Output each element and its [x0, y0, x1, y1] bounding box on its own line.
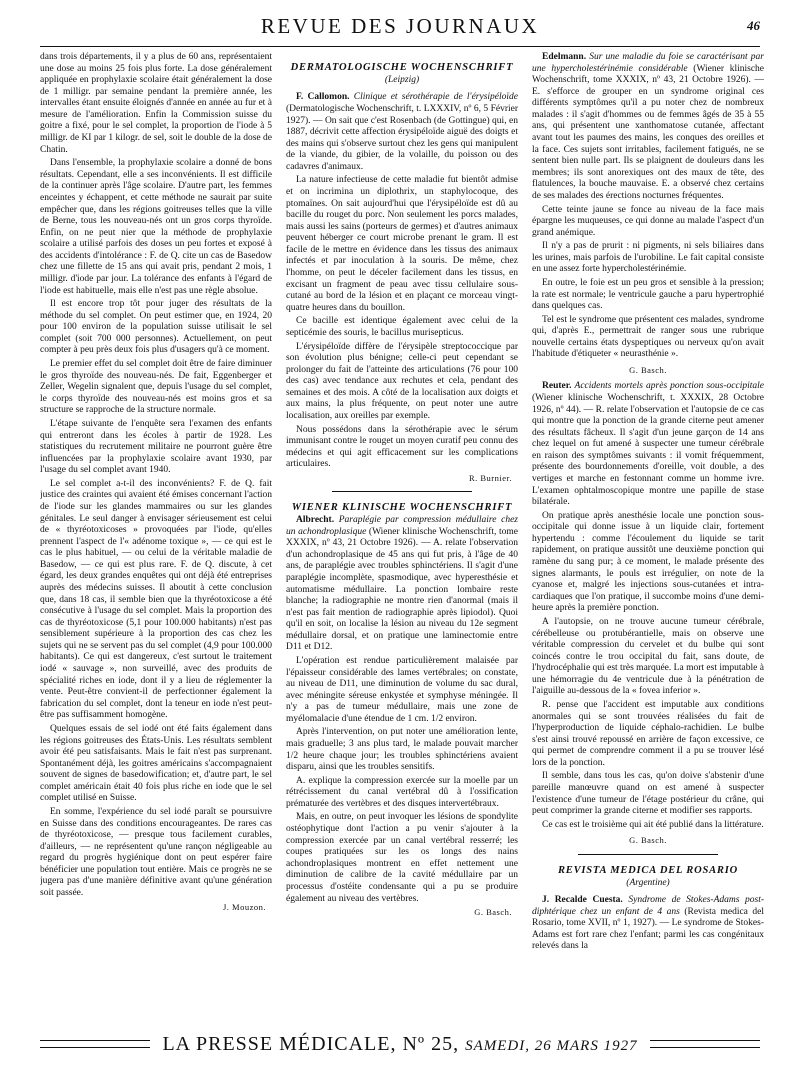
page-number: 46 — [747, 18, 760, 33]
paragraph: Tel est le syndrome que présentent ces malades, syndrome qui, d'après E., permettrait de ranger sous une rubrique nouvelle certains états dyspeptiques ou nerveux qu'on avait l'habitude d'étiqueter « neurasthénie ». — [532, 314, 764, 360]
paragraph: Ce bacille est identique également avec celui de la septicémie des souris, le bacillus murisepticus. — [286, 316, 518, 338]
article-reference: (Wiener klinische Wochenschrift, tome XXXIX, nº 43, 21 Octobre 1926). — E. s'efforce de grouper en un syndrome original ces différents symptômes qu'il a pu noter chez de nombreux malades : il s'agit d'hommes ou de femmes âgés de 35 à 55 ans, qui présentent une xanthomatose cutanée, affectant avant tout les paumes des mains, les conques des oreilles et la face. Ces sujets sont irritables, facilement fatigués, ne se sentent bien nulle part. Ils se plaignent de douleurs dans les membres; ils sont anorexiques ont des maux de tête, des flatulences, la bouche mauvaise. E. a observé chez certains de ses malades des érections nocturnes fréquentes. — [532, 63, 764, 201]
journal-section-title: REVUE DES JOURNAUX — [260, 14, 540, 38]
author-signature: R. Burnier. — [468, 472, 512, 483]
article-title: Sur une maladie du foie se caractérisant par une hypercholestérinémie considérable — [532, 52, 764, 74]
article-columns — [40, 52, 764, 1024]
paragraph: R. pense que l'accident est imputable aux conditions anormales qui se sont trouvées réalisées du fait de l'hyperproduction de liquide céphalo-rachidien. Le bulbe s'est ainsi trouvé repoussé en arrière de façon excessive, ce qui permet de comprendre comment il a pu se trouver lésé lors de la ponction. — [532, 700, 764, 768]
author-signature: J. Mouzon. — [222, 901, 266, 912]
paragraph: La nature infectieuse de cette maladie fut bientôt admise et on incrimina un diplothrix, un staphylocoque, des ptomaïnes. On sait aujourd'hui que l'érysipéloïde est dû au bacille du rouget du porc. Non seulement les porcs malades, mais aussi les sains (porteurs de germes) et d'autres animaux peuvent héberger ce court microbe prenant le gram. Il est facile de le mettre en évidence dans les tissus des animaux infectés et par inoculation à la souris. De même, chez l'homme, on peut le déceler facilement dans les tissus, en excisant un fragment de peau avec tissu cellulaire sous-cutané au bord de la lésion et en plaçant ce morceau vingt-quatre heures dans du bouillon. — [286, 175, 518, 313]
article-abstract — [532, 895, 764, 953]
footer-rule-right — [650, 1040, 760, 1048]
column-3 — [532, 52, 764, 1024]
article-abstract — [286, 92, 518, 173]
article-abstract — [532, 52, 764, 203]
article-abstract — [286, 515, 518, 654]
article-reference: (Wiener klinische Wochenschrift, t. XXXIX, 28 Octobre 1926, nº 44). — R. relate l'observation et l'autopsie de ce cas qui montre que la ponction de la grande citerne peut amener des résultats fâcheux. Il s'agit d'un jeune garçon de 14 ans chez lequel on fut amené à suspecter une tumeur cérébrale en raison des symptômes suivants : il vomit fréquemment, présente des bourdonnements d'oreille, voit double, a des vertiges et marche en festonnant comme un homme ivre. L'examen ophtalmoscopique montre une papille de stase bilatérale. — [532, 392, 764, 508]
article-author: Reuter. — [542, 381, 572, 392]
paragraph: Le premier effet du sel complet doit être de faire diminuer le gros thyroïde des nouveau-nés. De fait, Eggenberger et Zeller, Wegelin signalent que, depuis l'usage du sel complet, le corps thyroïde des nouveau-nés est moins gros et sa structure se rapproche de la structure normale. — [40, 359, 272, 416]
article-title: Clinique et sérothérapie de l'érysipéloïde — [353, 92, 518, 103]
author-signature: G. Basch. — [474, 907, 512, 918]
paragraph: En somme, l'expérience du sel iodé paraît se poursuivre en Suisse dans des conditions encourageantes. De rares cas de thyréotoxicose, — presque tous facilement curables, d'ailleurs, — ne représentent qu'une rançon négligeable au regard du progrès hygiénique dont on peut espérer faire bénéficier une population tout entière. Mais ce progrès ne se jugera pas d'une manière définitive avant qu'une génération soit passée. — [40, 807, 272, 899]
paragraph: L'érysipéloïde diffère de l'érysipèle streptococcique par son évolution plus bénigne; celle-ci peut cependant se prolonger du fait de l'atteinte des articulations (76 pour 100 des cas) avec tendance aux rechutes et cela, pendant des semaines et des mois. A côté de la localisation aux doigts et aux mains, la plus fréquente, on peut noter une autre localisation, aux oreilles par exemple. — [286, 341, 518, 421]
paragraph: dans trois départements, il y a plus de 60 ans, représentaient une dose au moins 25 fois plus forte. La dose généralement appliquée en prophylaxie scolaire était généralement la dose de 1 milligr. par semaine pendant la première année, les intervalles étant ensuite éloignés d'année en année au fur et à mesure de l'amélioration. Enfin la Commission suisse du goitre a fixé, pour le sel complet, la proportion de l'iode à 5 milligr. de KI par 1 kilogr. de sel, soit le double de la dose de Chatin. — [40, 52, 272, 155]
article-author: Albrecht. — [296, 515, 335, 526]
section-heading: REVISTA MEDICA DEL ROSARIO — [557, 864, 739, 876]
article-reference: (Revista medica del Rosario, tome XVII, nº 1, 1927). — Le syndrome de Stokes-Adams est fort rare chez l'enfant; parmi les cas congénitaux relevés dans la — [532, 906, 764, 952]
paragraph: On pratique après anesthésie locale une ponction sous-occipitale qui donne issue à un liquide clair, fortement hypertendu : comme l'écoulement du liquide se tarit rapidement, on pratique aussitôt une deuxième ponction qui ramène du sang pur; à ce moment, le malade présente des signes alarmants, le pouls est irrégulier, on note de la cyanose et, malgré les injections sous-cutanées et intra-cardiaques que l'on pratique, il succombe moins d'une demi-heure après la première ponction. — [532, 510, 764, 614]
paragraph: L'opération est rendue particulièrement malaisée par l'épaisseur considérable des lames vertébrales; on constate, au niveau de D11, une diminution de volume du sac dural, avec méningite séreuse enkystée et symphyse méningée. Il n'y a pas de tumeur médullaire, mais une zone de myélomalacie d'une étendue de 1 cm. 1/2 environ. — [286, 655, 518, 724]
footer-journal-line — [162, 1033, 637, 1056]
article-reference: (Dermatologische Wochenschrift, t. LXXXIV, nº 6, 5 Février 1927). — On sait que c'est Rosenbach (de Gottingue) qui, en 1887, décrivit cette affection érysipéloïde aiguë des doigts et des mains qui s'observe surtout chez les gens qui manipulent de la viande, du gibier, de la volaille, du poisson ou des cadavres d'animaux. — [286, 103, 518, 172]
footer-rule-left — [40, 1040, 150, 1048]
page-header — [40, 12, 760, 47]
article-reference: (Wiener klinische Wochenschrift, tome XXXIX, nº 43, 21 Octobre 1926). — A. relate l'observation d'un achondroplasique de 45 ans qui fut pris, à l'âge de 40 ans, de paraplégie avec troubles sphinctériens. Il s'agit d'une paraplégie incomplète, spasmodique, avec hyperesthésie et automatisme médullaire. La ponction lombaire reste blanche; la radiographie ne montre rien d'anormal (mais il n'est pas fait mention de radiographie après lipiodol). Quoi qu'il en soit, on localise la lésion au niveau du 12e segment médullaire dorsal, et on pratique une laminectomie entre D11 et D12. — [286, 526, 518, 653]
paragraph: Cette teinte jaune se fonce au niveau de la face mais épargne les muqueuses, ce qui donne au malade l'aspect d'un grand anémique. — [532, 204, 764, 238]
section-heading: DERMATOLOGISCHE WOCHENSCHRIFT — [290, 62, 514, 73]
section-location: (Argentine) — [626, 877, 670, 888]
paragraph: Mais, en outre, on peut invoquer les lésions de spondylite ostéophytique dont l'action a pu venir s'ajouter à la compression exercée par un canal vertébral resserré; les coupes pratiquées sur les os longs des nains achondroplasiques montrent en effet nettement une diminution de calibre de la cavité médullaire par un processus d'ostéite condensante qui a pu se produire également au niveau des vertèbres. — [286, 812, 518, 904]
author-signature: G. Basch. — [629, 365, 667, 376]
paragraph: Dans l'ensemble, la prophylaxie scolaire a donné de bons résultats. Cependant, elle a ses inconvénients. Il est difficile de la continuer après l'âge scolaire. D'autre part, les femmes enceintes y échappent, et cette méthode ne saurait par suite empêcher que, dans les régions goitreuses telles que la ville de Berne, tous les nouveau-nés ont un gros corps thyroïde. Enfin, on ne peut nier que la méthode de prophylaxie scolaire a utilisé parfois des doses un peu fortes et exposé à des accidents d'intolérance : F. de Q. cite un cas de Basedow chez une fillette de 15 ans qui avait pris, pendant 2 mois, 1 milligr. d'iode par jour. La tolérance des enfants à l'égard de l'iode est habituelle, mais elle n'est pas une règle absolue. — [40, 158, 272, 296]
article-author: J. Recalde Cuesta. — [542, 895, 623, 906]
section-divider — [578, 854, 717, 855]
paragraph: Nous possédons dans la sérothérapie avec le sérum immunisant contre le rouget un moyen curatif peu connu des médecins et qui agit efficacement sur les complications articulaires. — [286, 424, 518, 470]
footer-date: SAMEDI, 26 MARS 1927 — [465, 1037, 638, 1054]
paragraph: Le sel complet a-t-il des inconvénients? F. de Q. fait justice des craintes qui avaient été émises concernant l'action de l'iode sur les glandes mammaires ou sur les glandes génitales. Le seul danger à envisager sérieusement est celui de « thyréotoxicoses » provoquées par l'iode, qu'elles prennent l'aspect de l'« adénome toxique », — ce qui est le cas le plus habituel, — ou celui de la véritable maladie de Basedow, — ce qui est plus rare. F. de Q. discute, à cet égard, les deux grandes enquêtes qui ont déjà été entreprises auprès des médecins suisses. Il aboutit à cette conclusion que, dans 18 cas, il semble bien que la thyréotoxicose a été consécutive à l'usage du sel complet. Mais la proportion des cas de thyréotoxicose (5,1 pour 100.000 habitants) n'est pas sensiblement supérieure à la proportion des cas chez les sujets qui ne se servent pas du sel complet (4,9 pour 100.000 habitants). Ce qui est dangereux, c'est surtout le traitement iodé « sauvage », non surveillé, avec des produits de spécialité riches en iode, dont il y a lieu de réglementer la vente. Peut-être convient-il de perfectionner également la fabrication du sel complet, dont la teneur en iode n'est peut-être pas suffisamment homogène. — [40, 478, 272, 721]
paragraph: A. explique la compression exercée sur la moelle par un rétrécissement du canal vertébral dû à l'ossification prématurée des vertèbres et des disques intervertébraux. — [286, 775, 518, 809]
article-author: F. Callomon. — [296, 92, 350, 103]
paragraph: Il n'y a pas de prurit : ni pigments, ni sels biliaires dans les urines, mais parfois de l'urobiline. Le fait capital consiste en une assez forte hypercholestérinémie. — [532, 241, 764, 275]
column-1 — [40, 52, 272, 1024]
section-location: (Leipzig) — [384, 74, 420, 85]
paragraph: Il est encore trop tôt pour juger des résultats de la méthode du sel complet. On peut estimer que, en 1924, 20 pour 100 environ de la population suisse utilisait le sel complet (soit 700 000 personnes). Actuellement, on peut compter à peu près deux fois plus d'usagers qu'à ce moment. — [40, 299, 272, 356]
footer-journal-name: LA PRESSE MÉDICALE, Nº 25, — [162, 1032, 460, 1055]
article-title: Accidents mortels après ponction sous-occipitale — [574, 381, 764, 392]
article-author: Edelmann. — [542, 52, 587, 62]
section-heading: WIENER KLINISCHE WOCHENSCHRIFT — [291, 502, 513, 514]
section-divider — [332, 491, 471, 492]
article-title: Paraplégie par compression médullaire chez un achondroplasique — [286, 515, 518, 537]
author-signature: G. Basch. — [629, 835, 667, 846]
paragraph: Il semble, dans tous les cas, qu'on doive s'abstenir d'une pareille manœuvre quand on est amené à suspecter l'existence d'une tumeur de l'étage postérieur du crâne, qui peut comprimer la grande citerne et modifier ses rapports. — [532, 771, 764, 817]
paragraph: Après l'intervention, on put noter une amélioration lente, mais graduelle; 3 ans plus tard, le malade pouvait marcher 1/2 heure chaque jour; les troubles sphinctériens avaient disparu, ainsi que les troubles sensitifs. — [286, 727, 518, 773]
article-abstract — [532, 381, 764, 508]
paragraph: Ce cas est le troisième qui ait été publié dans la littérature. — [542, 819, 764, 830]
paragraph: Quelques essais de sel iodé ont été faits également dans les régions goitreuses des États-Unis. Les résultats semblent avoir été peu satisfaisants. Mais le fait n'est pas surprenant. Spontanément déjà, les goitres américains s'accompagnaient souvent de signes de basedowification; et, d'autre part, le sel complet américain était 40 fois plus riche en iode que le sel complet utilisé en Suisse. — [40, 723, 272, 804]
page-footer — [40, 1024, 760, 1064]
paragraph: En outre, le foie est un peu gros et sensible à la pression; la rate est normale; le ventricule gauche a paru hypertrophié dans quelques cas. — [532, 277, 764, 312]
column-2 — [286, 52, 518, 1024]
article-title: Syndrome de Stokes-Adams post-diphtérique chez un enfant de 4 ans — [532, 895, 764, 917]
paragraph: L'étape suivante de l'enquête sera l'examen des enfants qui entreront dans les écoles à partir de 1928. Les statistiques du recrutement militaire ne pourront guère être influencées par la prophylaxie scolaire avant 1930, par l'usage du sel complet avant 1940. — [40, 418, 272, 476]
paragraph: A l'autopsie, on ne trouve aucune tumeur cérébrale, cérébelleuse ou protubérantielle, mais on observe une véritable compression du cervelet et du bulbe qui sont coincés contre le trou occipital du fait, sans doute, de l'hydrocéphalie qui est très marquée. La mort est imputable à une hémorragie du 4e ventricule due à la pénétration de l'aiguille au-dessous de la « fovea inferior ». — [532, 616, 764, 697]
